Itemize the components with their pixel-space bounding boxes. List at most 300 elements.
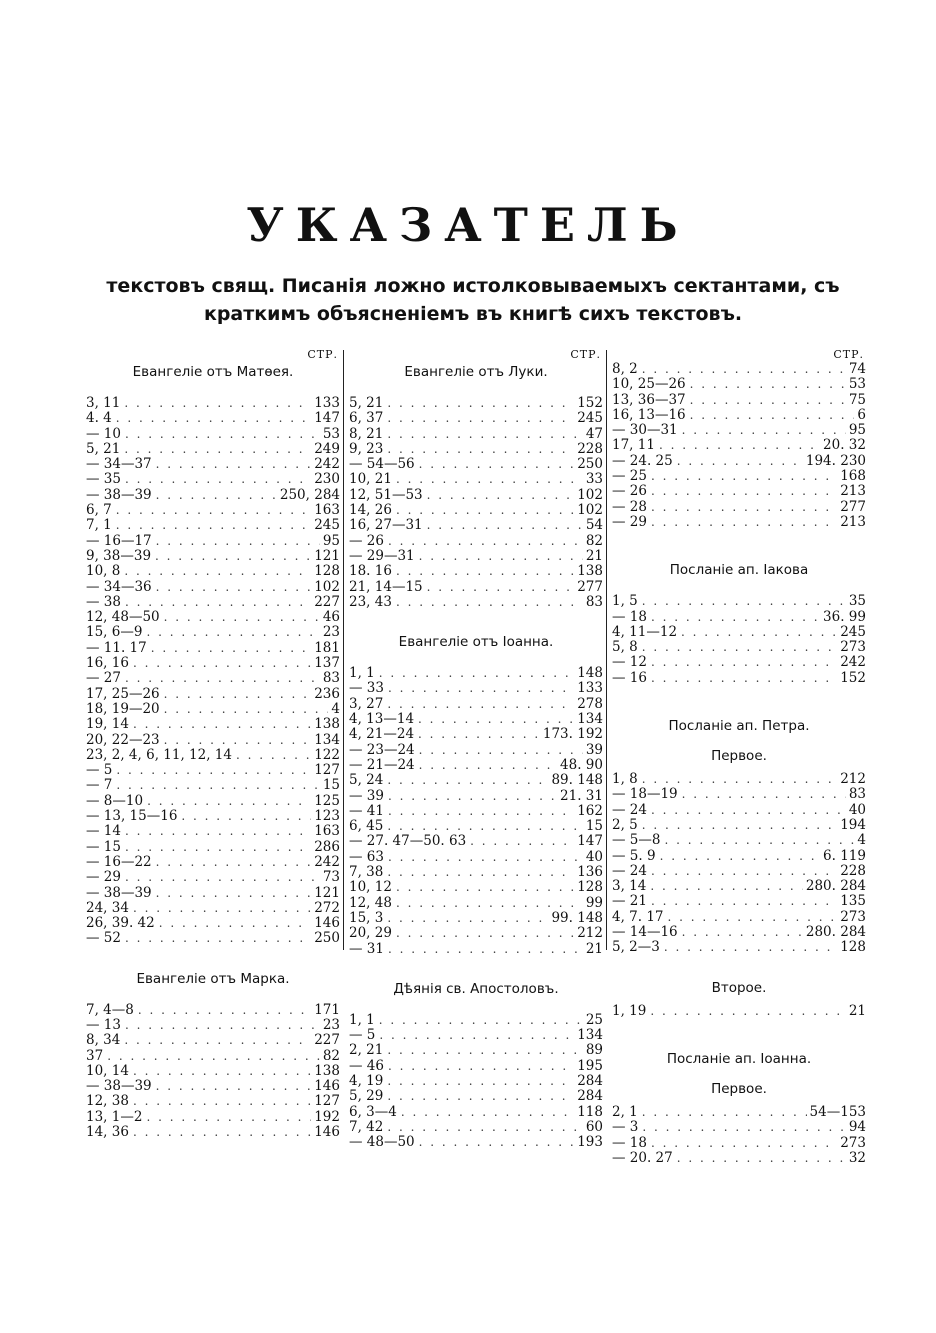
dot-leader <box>664 833 854 848</box>
verse-reference: — 5 <box>86 762 113 779</box>
verse-reference: — 3 <box>612 1119 639 1136</box>
verse-reference: 5, 24 <box>349 772 384 789</box>
verse-reference: 18, 19—20 <box>86 700 160 717</box>
index-entry <box>86 809 340 824</box>
page-number: 53 <box>848 376 866 393</box>
page-number: 286 <box>314 838 340 855</box>
dot-leader <box>388 850 583 865</box>
section-heading: Посланіе ап. Петра. <box>668 718 810 735</box>
page-number: 128 <box>577 879 603 896</box>
page-number: 278 <box>577 695 603 712</box>
verse-reference: — 12 <box>612 654 647 671</box>
index-entry <box>612 1105 866 1120</box>
dot-leader <box>116 411 311 426</box>
verse-reference: 21, 14—15 <box>349 578 423 595</box>
index-entry <box>349 1074 603 1089</box>
dot-leader <box>660 849 820 864</box>
verse-reference: 2, 5 <box>612 816 638 833</box>
index-entry <box>349 1089 603 1104</box>
verse-reference: 2, 21 <box>349 1042 384 1059</box>
dot-leader <box>133 717 311 732</box>
verse-reference: 8, 34 <box>86 1032 121 1049</box>
index-entry <box>349 880 603 895</box>
index-entry <box>86 778 340 793</box>
dot-leader <box>677 1151 846 1166</box>
verse-reference: 3, 14 <box>612 878 647 895</box>
dot-leader <box>159 916 312 931</box>
index-entry <box>612 879 866 894</box>
page-number: 127 <box>314 1093 340 1110</box>
index-entry <box>86 549 340 564</box>
page-number: 23 <box>322 1016 340 1033</box>
entry-list <box>86 1003 340 1141</box>
dot-leader <box>125 472 311 487</box>
index-entry <box>612 594 866 609</box>
index-entry <box>612 671 866 686</box>
index-entry <box>86 717 340 732</box>
dot-leader <box>156 886 312 901</box>
dot-leader <box>125 870 320 885</box>
verse-reference: — 24 <box>612 801 647 818</box>
dot-leader <box>682 423 846 438</box>
verse-reference: — 20. 27 <box>612 1149 673 1166</box>
page-number: 242 <box>314 456 340 473</box>
index-entry <box>612 833 866 848</box>
index-entry <box>86 763 340 778</box>
dot-leader <box>116 778 319 793</box>
page-number: 133 <box>577 680 603 697</box>
verse-reference: 12, 38 <box>86 1093 129 1110</box>
page-number: 137 <box>314 655 340 672</box>
index-entry <box>349 1135 603 1150</box>
dot-leader <box>396 880 574 895</box>
dot-leader <box>379 1013 583 1028</box>
verse-reference: — 24. 25 <box>612 452 673 469</box>
dot-leader <box>396 926 574 941</box>
index-entry <box>612 1151 866 1166</box>
index-entry <box>86 534 340 549</box>
verse-reference: — 31 <box>349 940 384 957</box>
index-entry <box>349 396 603 411</box>
dot-leader <box>388 789 557 804</box>
verse-reference: 10, 21 <box>349 471 392 488</box>
verse-reference: — 54—56 <box>349 456 415 473</box>
verse-reference: — 5—8 <box>612 832 661 849</box>
verse-reference: — 41 <box>349 802 384 819</box>
dot-leader <box>401 1105 574 1120</box>
dot-leader <box>151 641 311 656</box>
page-number: 250, 284 <box>279 486 340 503</box>
index-entry <box>86 472 340 487</box>
page-number: 236 <box>314 685 340 702</box>
dot-leader <box>164 702 329 717</box>
index-entry <box>349 712 603 727</box>
verse-reference: 20, 22—23 <box>86 731 160 748</box>
page-number: 280. 284 <box>805 878 866 895</box>
dot-leader <box>419 457 575 472</box>
verse-reference: — 39 <box>349 787 384 804</box>
dot-leader <box>642 818 837 833</box>
page-number: 102 <box>314 578 340 595</box>
dot-leader <box>677 454 803 469</box>
verse-reference: — 16 <box>612 669 647 686</box>
section-subheading: Второе. <box>711 979 767 996</box>
index-entry <box>349 834 603 849</box>
page-number: 95 <box>322 532 340 549</box>
index-entry <box>349 1043 603 1058</box>
dot-leader <box>387 773 548 788</box>
dot-leader <box>133 1064 311 1079</box>
page-number: 136 <box>577 864 603 881</box>
page-number: 25 <box>585 1011 603 1028</box>
page-number: 194. 230 <box>805 452 866 469</box>
verse-reference: 37 <box>86 1047 104 1064</box>
index-entry <box>349 427 603 442</box>
verse-reference: 3, 27 <box>349 695 384 712</box>
section-subheading: Первое. <box>711 748 767 765</box>
index-entry <box>349 488 603 503</box>
dot-leader <box>388 1059 574 1074</box>
verse-reference: 5, 2—3 <box>612 939 660 956</box>
verse-reference: 10, 14 <box>86 1062 129 1079</box>
dot-leader <box>427 580 575 595</box>
index-entry <box>86 1033 340 1048</box>
index-entry <box>612 803 866 818</box>
page-number: 60 <box>585 1118 603 1135</box>
verse-reference: 8, 21 <box>349 425 384 442</box>
page-number: 75 <box>848 391 866 408</box>
page-number: 40 <box>585 848 603 865</box>
index-entry <box>349 1013 603 1028</box>
page-number: 250 <box>577 456 603 473</box>
index-entry <box>349 442 603 457</box>
index-entry <box>349 1105 603 1120</box>
dot-leader <box>642 772 837 787</box>
verse-reference: 12, 48 <box>349 894 392 911</box>
page-number: 163 <box>314 823 340 840</box>
page-number: 121 <box>314 884 340 901</box>
page-number: 89. 148 <box>551 772 603 789</box>
entry-list <box>612 362 866 530</box>
page-number: 122 <box>314 746 340 763</box>
verse-reference: 5, 21 <box>86 440 121 457</box>
dot-leader <box>419 549 583 564</box>
page-number: 228 <box>840 862 866 879</box>
dot-leader <box>125 595 311 610</box>
page-number: 213 <box>840 483 866 500</box>
index-entry <box>86 687 340 702</box>
verse-reference: 1, 19 <box>612 1002 647 1019</box>
index-entry <box>349 850 603 865</box>
page-number: 152 <box>577 395 603 411</box>
verse-reference: — 27 <box>86 670 121 687</box>
page-number: 277 <box>840 498 866 515</box>
index-entry <box>86 396 340 411</box>
dot-leader <box>125 840 311 855</box>
dot-leader <box>668 910 838 925</box>
dot-leader <box>651 484 837 499</box>
page-number: 277 <box>577 578 603 595</box>
index-entry <box>86 595 340 610</box>
entry-list <box>612 772 866 956</box>
page-number: 168 <box>840 468 866 485</box>
dot-leader <box>387 1089 574 1104</box>
index-entry <box>86 1018 340 1033</box>
dot-leader <box>651 500 837 515</box>
dot-leader <box>388 804 574 819</box>
verse-reference: — 5. 9 <box>612 847 656 864</box>
verse-reference: — 5 <box>349 1027 376 1044</box>
verse-reference: — 8—10 <box>86 792 144 809</box>
verse-reference: — 29 <box>86 869 121 886</box>
index-entry <box>349 1059 603 1074</box>
dot-leader <box>388 681 574 696</box>
verse-reference: 26, 39. 42 <box>86 915 155 932</box>
index-entry <box>349 758 603 773</box>
verse-reference: — 18—19 <box>612 786 678 803</box>
page-number: 284 <box>577 1088 603 1105</box>
index-entry <box>86 886 340 901</box>
verse-reference: 12, 48—50 <box>86 609 160 626</box>
page-number: 21 <box>585 940 603 957</box>
verse-reference: 7, 42 <box>349 1118 384 1135</box>
section-heading: Дѣянія св. Апостоловъ. <box>393 980 559 997</box>
index-entry <box>349 534 603 549</box>
index-entry <box>86 855 340 870</box>
index-entry <box>612 640 866 655</box>
dot-leader <box>642 640 837 655</box>
dot-leader <box>427 488 575 503</box>
entry-list <box>612 1105 866 1166</box>
page-number: 193 <box>577 1134 603 1151</box>
index-entry <box>349 472 603 487</box>
verse-reference: — 14—16 <box>612 924 678 941</box>
page-number: 102 <box>577 502 603 519</box>
dot-leader <box>659 438 820 453</box>
index-entry <box>86 427 340 442</box>
page-number: 23 <box>322 624 340 641</box>
index-column <box>612 348 866 1166</box>
index-entry <box>612 818 866 833</box>
verse-reference: — 38—39 <box>86 1078 152 1095</box>
dot-leader <box>124 1033 311 1048</box>
verse-reference: 3, 11 <box>86 395 121 411</box>
page-number: 125 <box>314 792 340 809</box>
verse-reference: 13, 36—37 <box>612 391 686 408</box>
index-entry <box>612 894 866 909</box>
verse-reference: 10, 8 <box>86 563 121 580</box>
verse-reference: — 16—22 <box>86 853 152 870</box>
page-number: 272 <box>314 899 340 916</box>
index-entry <box>612 849 866 864</box>
verse-reference: 4, 19 <box>349 1072 384 1089</box>
verse-reference: 15, 3 <box>349 909 384 926</box>
verse-reference: — 29—31 <box>349 547 415 564</box>
dot-leader <box>125 1018 320 1033</box>
dot-leader <box>387 427 582 442</box>
dot-leader <box>164 610 320 625</box>
index-entry <box>349 411 603 426</box>
page-number: 134 <box>314 731 340 748</box>
index-entry <box>612 864 866 879</box>
page-number: 280. 284 <box>805 924 866 941</box>
index-entry <box>612 1120 866 1135</box>
page-number: 48. 90 <box>560 756 603 773</box>
verse-reference: 4, 7. 17 <box>612 908 664 925</box>
dot-leader <box>690 377 846 392</box>
dot-leader <box>651 803 846 818</box>
verse-reference: 7, 38 <box>349 864 384 881</box>
page-number: 15 <box>322 777 340 794</box>
index-entry <box>86 411 340 426</box>
page-number: 95 <box>848 422 866 439</box>
page-number: 146 <box>314 1078 340 1095</box>
verse-reference: — 16—17 <box>86 532 152 549</box>
page-number: 46 <box>322 609 340 626</box>
index-entry <box>612 484 866 499</box>
verse-reference: 6, 37 <box>349 410 384 427</box>
index-column <box>349 348 603 1150</box>
dot-leader <box>116 503 311 518</box>
dot-leader <box>681 625 837 640</box>
dot-leader <box>642 594 846 609</box>
index-entry <box>349 911 603 926</box>
index-entry <box>86 916 340 931</box>
dot-leader <box>124 442 311 457</box>
verse-reference: 15, 6—9 <box>86 624 143 641</box>
dot-leader <box>651 655 837 670</box>
verse-reference: — 25 <box>612 468 647 485</box>
verse-reference: — 46 <box>349 1057 384 1074</box>
page-number: 212 <box>577 925 603 942</box>
index-entry <box>86 503 340 518</box>
verse-reference: 12, 51—53 <box>349 486 423 503</box>
index-entry <box>86 1125 340 1140</box>
dot-leader <box>146 1110 311 1125</box>
index-entry <box>86 1003 340 1018</box>
page-number: 250 <box>314 930 340 947</box>
verse-reference: 17, 11 <box>612 437 655 454</box>
page-number: 128 <box>840 939 866 956</box>
page-number: 39 <box>585 741 603 758</box>
page-number: 83 <box>585 593 603 610</box>
dot-leader <box>147 794 311 809</box>
page-number: 53 <box>322 425 340 442</box>
page-number: 273 <box>840 908 866 925</box>
index-entry <box>86 840 340 855</box>
dot-leader <box>427 518 583 533</box>
index-entry <box>612 910 866 925</box>
entry-list <box>612 1004 866 1019</box>
page-number: 35 <box>848 593 866 610</box>
verse-reference: 16, 16 <box>86 655 129 672</box>
dot-leader <box>651 864 837 879</box>
section-heading: Евангеліе отъ Матѳея. <box>132 364 294 380</box>
verse-reference: — 7 <box>86 777 113 794</box>
index-entry <box>612 610 866 625</box>
dot-leader <box>642 1105 807 1120</box>
index-entry <box>612 1136 866 1151</box>
dot-leader <box>387 1043 582 1058</box>
index-entry <box>349 457 603 472</box>
page-number: 54 <box>585 517 603 534</box>
dot-leader <box>146 625 319 640</box>
index-entry <box>349 727 603 742</box>
entry-list <box>349 396 603 610</box>
verse-reference: 4, 11—12 <box>612 623 678 640</box>
page-number: 102 <box>577 486 603 503</box>
verse-reference: — 35 <box>86 471 121 488</box>
page-number: 94 <box>848 1119 866 1136</box>
dot-leader <box>682 925 803 940</box>
section-subheading: Первое. <box>711 1080 767 1097</box>
index-entry <box>349 503 603 518</box>
verse-reference: — 38—39 <box>86 884 152 901</box>
page-title: УКАЗАТЕЛЬ <box>246 198 690 252</box>
verse-reference: — 48—50 <box>349 1134 415 1151</box>
verse-reference: — 21 <box>612 893 647 910</box>
verse-reference: 7, 1 <box>86 517 112 534</box>
dot-leader <box>419 1135 575 1150</box>
verse-reference: 16, 27—31 <box>349 517 423 534</box>
page-number: 127 <box>314 762 340 779</box>
page-number: 230 <box>314 471 340 488</box>
verse-reference: — 18 <box>612 608 647 625</box>
dot-leader <box>133 1094 311 1109</box>
section-heading: Посланіе ап. Іакова <box>669 562 809 579</box>
dot-leader <box>418 712 574 727</box>
verse-reference: — 34—37 <box>86 456 152 473</box>
page-number: 162 <box>577 802 603 819</box>
dot-leader <box>419 743 583 758</box>
verse-reference: 9, 23 <box>349 440 384 457</box>
verse-reference: — 27. 47—50. 63 <box>349 833 467 850</box>
page-number: 82 <box>585 532 603 549</box>
page-number: 99 <box>585 894 603 911</box>
dot-leader <box>124 396 311 411</box>
index-entry <box>349 518 603 533</box>
index-entry <box>612 515 866 530</box>
verse-reference: 8, 2 <box>612 361 638 377</box>
index-entry <box>349 580 603 595</box>
dot-leader <box>155 549 311 564</box>
dot-leader <box>682 787 846 802</box>
index-entry <box>86 625 340 640</box>
dot-leader <box>133 656 311 671</box>
page-number: 138 <box>314 1062 340 1079</box>
dot-leader <box>156 855 312 870</box>
page-number: 123 <box>314 808 340 825</box>
verse-reference: — 14 <box>86 823 121 840</box>
verse-reference: 20, 29 <box>349 925 392 942</box>
index-entry <box>612 1004 866 1019</box>
page-number: 148 <box>577 665 603 682</box>
page-number: 227 <box>314 1032 340 1049</box>
dot-leader <box>387 1074 574 1089</box>
page-number: 20. 32 <box>823 437 866 454</box>
index-entry <box>86 457 340 472</box>
dot-leader <box>650 1004 845 1019</box>
page-number: 173. 192 <box>542 726 603 743</box>
page-number: 147 <box>314 410 340 427</box>
verse-reference: 2, 1 <box>612 1103 638 1120</box>
verse-reference: — 63 <box>349 848 384 865</box>
index-entry <box>86 733 340 748</box>
page-number: 194 <box>840 816 866 833</box>
index-entry <box>612 362 866 377</box>
index-entry <box>86 748 340 763</box>
dot-leader <box>124 564 311 579</box>
